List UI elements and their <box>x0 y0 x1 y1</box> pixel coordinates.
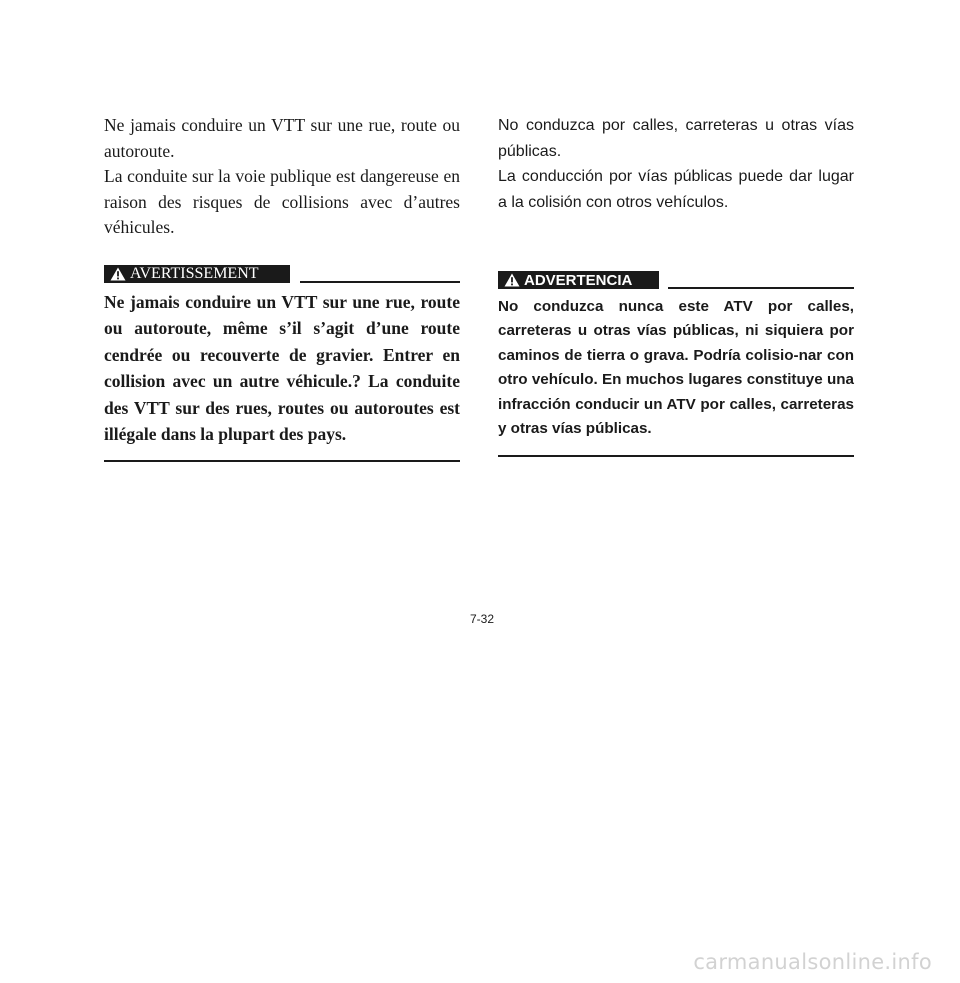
spanish-paragraph-1: No conduzca por calles, carreteras u otras vías públicas. <box>498 117 854 160</box>
french-column <box>104 113 460 462</box>
warning-triangle-icon <box>110 267 126 281</box>
spanish-warning-end-rule <box>498 455 854 457</box>
french-warning-end-rule <box>104 460 460 462</box>
page-number: 7-32 <box>469 612 495 626</box>
french-warning-text: Ne jamais conduire un VTT sur une rue, route ou autoroute, même s’il s’agit d’une route cendrée ou recouverte de gravier. Entrer en collision avec un autre véhicule.? La conduite des VTT sur des rues, routes ou autoroutes est illégale dans la plupart des pays. <box>104 291 460 445</box>
french-paragraph-2: La conduite sur la voie publique est dangereuse en raison des risques de collisions avec d’autres véhicules. <box>104 166 460 237</box>
spanish-paragraph-2: La conducción por vías públicas puede dar lugar a la colisión con otros vehículos. <box>498 168 854 211</box>
spanish-warning-text: No conduzca nunca este ATV por calles, carreteras u otras vías públicas, ni siquiera por caminos de tierra o grava. Podría colisio-nar con otro vehículo. En muchos lugares constituye una infracción conducir un ATV por calles, carreteras y otras vías públicas. <box>498 298 854 438</box>
spanish-warning-header <box>498 271 854 289</box>
french-warning-label <box>104 265 290 283</box>
spanish-warning-label-text: ADVERTENCIA <box>524 271 633 289</box>
spanish-warning-label <box>498 271 659 289</box>
spanish-warning-header-rule <box>668 287 854 289</box>
watermark: carmanualsonline.info <box>693 950 932 974</box>
french-warning-header-rule <box>300 281 460 283</box>
french-warning-label-text: AVERTISSEMENT <box>130 264 259 282</box>
spanish-column <box>498 113 854 457</box>
french-warning-header <box>104 265 460 283</box>
warning-triangle-icon <box>504 273 520 287</box>
french-paragraph-1: Ne jamais conduire un VTT sur une rue, route ou autoroute. <box>104 115 460 161</box>
